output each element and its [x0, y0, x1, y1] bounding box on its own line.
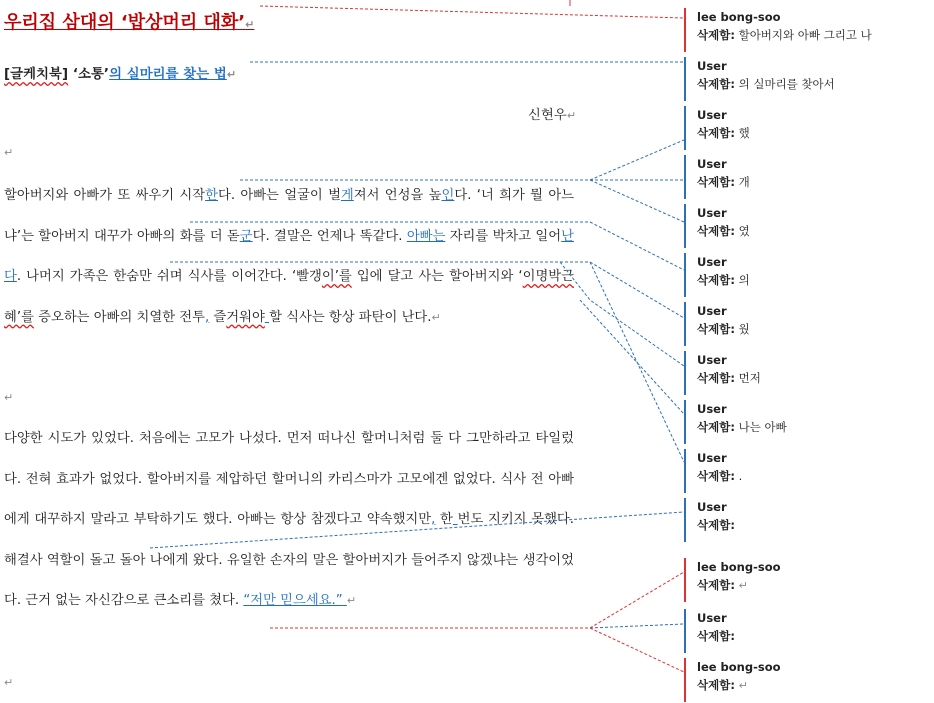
text-run: 할아버지와 아빠가 또 싸우기 시작	[4, 188, 206, 203]
revision-balloon[interactable]	[684, 8, 924, 52]
revision-author: User	[697, 304, 727, 318]
deleted-text: 였	[738, 224, 750, 238]
text-run: 다. 결말은 언제나 똑같다.	[252, 228, 407, 244]
revision-balloon[interactable]	[684, 609, 924, 653]
spelling-flag: 이’를	[321, 269, 352, 284]
deleted-text: ↵	[738, 579, 748, 592]
inserted-text: 한	[205, 188, 218, 203]
deleted-text: 먼저	[738, 371, 761, 385]
revision-balloon[interactable]	[684, 204, 924, 248]
revision-label: 삭제함:	[697, 224, 735, 238]
empty-paragraph: ↵	[4, 391, 14, 404]
connector-line	[270, 572, 684, 628]
deleted-text: 의 실마리를 찾아서	[738, 77, 835, 91]
text-run: 져서 언성을 높	[353, 188, 442, 203]
text-run: 한	[435, 512, 453, 527]
empty-paragraph: ↵	[4, 146, 14, 159]
revision-author: User	[697, 611, 727, 625]
revision-author: lee bong-soo	[697, 660, 781, 674]
revision-balloon[interactable]	[684, 498, 924, 542]
revision-author: User	[697, 353, 727, 367]
connector-line	[590, 624, 684, 628]
inserted-text: 아빠는	[406, 228, 446, 244]
revision-author: User	[697, 59, 727, 73]
subtitle-tag: [글케치북]	[4, 67, 69, 82]
revision-label: 삭제함:	[697, 77, 735, 91]
revision-author: lee bong-soo	[697, 560, 781, 574]
revision-balloon[interactable]	[684, 558, 924, 602]
connector-line	[590, 180, 684, 222]
inserted-text: 인	[441, 188, 455, 203]
connector-line	[150, 512, 684, 548]
inserted-text: 게	[340, 188, 354, 203]
connector-line	[580, 300, 684, 414]
inserted-text: 군	[239, 228, 253, 244]
title-text: 우리집 삼대의 ‘밥상머리 대화’	[4, 12, 246, 33]
revision-balloon[interactable]	[684, 253, 924, 297]
revision-balloon[interactable]	[684, 155, 924, 199]
revision-author: User	[697, 500, 727, 514]
text-run: 다. 아빠는 얼굴이 벌	[217, 188, 341, 203]
connector-line	[590, 628, 684, 672]
revision-balloon[interactable]	[684, 351, 924, 395]
revision-label: 삭제함:	[697, 678, 735, 692]
revision-author: User	[697, 206, 727, 220]
revision-label: 삭제함:	[697, 175, 735, 189]
revision-author: lee bong-soo	[697, 10, 781, 24]
deleted-text: 나는 아빠	[738, 420, 787, 434]
inserted-text: 의 실마리를 찾는 법	[109, 67, 227, 82]
deleted-text: 할아버지와 아빠 그리고 나	[738, 28, 872, 42]
paragraph-mark: ↵	[566, 109, 577, 122]
paragraph-mark: ↵	[431, 310, 441, 324]
text-run: 증오하는 아빠의 치열한 전투	[33, 309, 205, 325]
revision-balloon[interactable]	[684, 658, 924, 702]
deleted-text: 했	[738, 126, 750, 140]
revision-author: User	[697, 108, 727, 122]
revision-author: User	[697, 451, 727, 465]
paragraph-mark: ↵	[226, 68, 237, 81]
revision-label: 삭제함:	[697, 469, 735, 483]
connector-line	[560, 262, 684, 366]
text-run: 다양한 시도가 있었다. 처음에는 고모가 나섰다. 먼저 떠나신 할머니처럼 둘 다 그만하라고 타일렀다. 전혀 효과가 없었다. 할아버지를 제압하던 할머니의 카리스마가 고모에겐 없었다. 식사 전 아빠에게 대꾸하지 말라고 부탁하기도 했다. 아빠는 항상 참겠다고 약속했지만	[4, 431, 574, 527]
connector-line	[260, 6, 684, 18]
revision-label: 삭제함:	[697, 420, 735, 434]
revision-label: 삭제함:	[697, 322, 735, 336]
revision-author: User	[697, 157, 727, 171]
revision-author: User	[697, 255, 727, 269]
revision-label: 삭제함:	[697, 629, 735, 643]
deleted-text: ↵	[738, 679, 748, 692]
empty-paragraph: ↵	[4, 676, 14, 689]
text-run: 할 식사는 항상 파탄이 난다.	[269, 309, 432, 325]
revision-label: 삭제함:	[697, 371, 735, 385]
comments-pane[interactable]	[684, 0, 934, 703]
revision-label: 삭제함:	[697, 273, 735, 287]
inserted-text: “저만 믿으세요.”	[243, 593, 343, 608]
author-name: 신현우	[528, 108, 567, 123]
revision-label: 삭제함:	[697, 578, 735, 592]
connector-line	[240, 140, 684, 180]
text-run: . 나머지 가족은 한숨만 쉬며 식사를 이어간다. ‘빨갱	[16, 269, 322, 284]
deleted-text: 의	[738, 273, 750, 287]
revision-balloon[interactable]	[684, 449, 924, 493]
text-run: 입에 달고 사는 할아버지와 ‘	[351, 269, 523, 284]
deleted-text: 웠	[738, 322, 750, 336]
revision-balloon[interactable]	[684, 302, 924, 346]
revision-balloon[interactable]	[684, 57, 924, 101]
inserted-text: ,	[204, 309, 210, 325]
text-run: 즐	[209, 309, 227, 325]
revision-balloon[interactable]	[684, 106, 924, 150]
deleted-text: 개	[738, 175, 750, 189]
text-run: 번도 지키지 못했다. 해결사 역할이 돌고 돌아 나에게 왔다. 유일한 손자의 말은 할아버지가 들어주지 않겠냐는 생각이었다. 근거 없는 자신감으로 큰소리를 쳤다.	[4, 512, 574, 608]
connector-line	[190, 222, 684, 270]
revision-label: 삭제함:	[697, 518, 735, 532]
deleted-text: .	[738, 469, 743, 483]
spelling-flag: 이명박근혜’를	[4, 269, 574, 325]
subtitle-word: ‘소통’	[72, 67, 110, 82]
revision-balloon[interactable]	[684, 400, 924, 444]
connector-line	[590, 262, 684, 462]
revision-author: User	[697, 402, 727, 416]
spelling-flag: 거워야	[226, 309, 265, 325]
text-run: 자리를 박차고 일어	[445, 228, 562, 244]
inserted-text: ,	[431, 512, 436, 527]
inserted-text: 난다	[4, 228, 574, 284]
paragraph-mark: ↵	[346, 594, 357, 607]
connector-line	[170, 262, 684, 318]
revision-label: 삭제함:	[697, 28, 735, 42]
text-run: 다. ‘너 희가 뭘 아느냐’는 할아버지 대꾸가 아빠의 화를 더 돋	[4, 188, 575, 244]
paragraph-mark: ↵	[245, 18, 255, 31]
revision-label: 삭제함:	[697, 126, 735, 140]
